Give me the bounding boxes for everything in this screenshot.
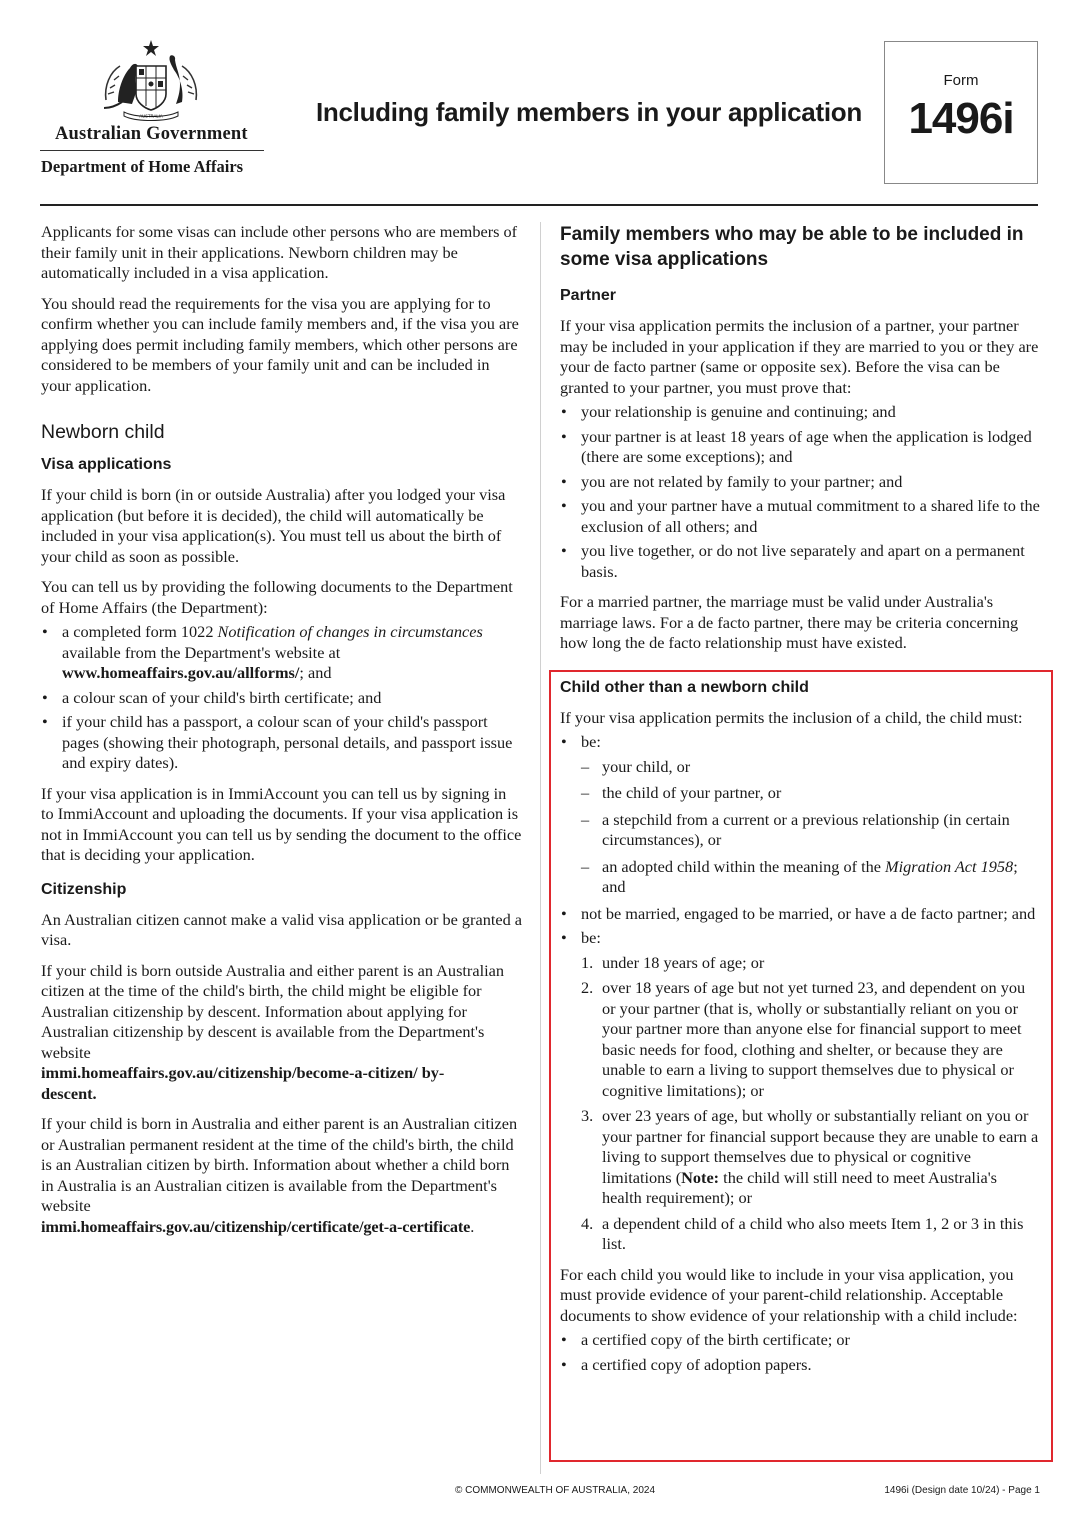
government-rule [40, 150, 264, 151]
list-item: – a stepchild from a current or a previous relationship (in certain circumstances), or [581, 810, 1040, 851]
allforms-link[interactable]: www.homeaffairs.gov.au/allforms/ [62, 663, 300, 682]
citizenship-descent-link[interactable]: immi.homeaffairs.gov.au/citizenship/become-a-citizen/ by-descent. [41, 1063, 445, 1103]
list-item: • not be married, engaged to be married, or have a de facto partner; and [560, 904, 1040, 925]
column-divider [540, 222, 541, 1474]
list-item: • your partner is at least 18 years of age when the application is lodged (there are some exceptions); and [560, 427, 1040, 468]
government-name: Australian Government [55, 124, 248, 144]
act-name: Migration Act 1958 [885, 856, 1014, 876]
section-heading-newborn: Newborn child [41, 421, 165, 443]
form-name: Notification of changes in circumstances [217, 622, 483, 641]
paragraph: An Australian citizen cannot make a valid visa application or be granted a visa. [41, 909, 523, 949]
list-item: 1. under 18 years of age; or [581, 952, 765, 972]
subheading-child-other: Child other than a newborn child [560, 678, 809, 696]
paragraph: If your child is born in Australia and either parent is an Australian citizen or Australian permanent resident at the time of the child's birth, the child is an Australian citizen by birth. Information about whether a child born in Australia is an Australian citizen is available from the Department's website immi.homeaffairs.gov.au/citizenship/certificate/get-a-certificate. [41, 1114, 518, 1236]
list-item: • you live together, or do not live separately and apart on a permanent basis. [560, 541, 1040, 582]
list-item: • if your child has a passport, a colour scan of your child's passport pages (showing their photograph, personal details, and passport issue and expiry dates). [41, 712, 523, 774]
form-label: Form [943, 72, 979, 89]
paragraph: You can tell us by providing the following documents to the Department of Home Affairs (the Department): [41, 577, 513, 617]
list-item: • you and your partner have a mutual commitment to a shared life to the exclusion of all others; and [560, 496, 1040, 537]
subheading-partner: Partner [560, 287, 617, 304]
list-item: 4. a dependent child of a child who also meets Item 1, 2 or 3 in this list. [581, 1213, 1024, 1253]
list-item: • your relationship is genuine and continuing; and [560, 402, 1040, 423]
list-item: – your child, or [581, 757, 1040, 778]
paragraph: If your visa application permits the inclusion of a partner, your partner may be included in your application if they are married to you or they are your de facto partner (same or opposite sex). Before the visa can be granted to your partner, you must prove that: [560, 316, 1039, 397]
department-name: Department of Home Affairs [41, 157, 244, 176]
paragraph: If your visa application is in ImmiAccount you can tell us by signing in to ImmiAccount and uploading the documents. If your visa application is not in ImmiAccount you can tell us by sending the document to the office that is deciding your application. [41, 783, 522, 864]
footer-page-reference: 1496i (Design date 10/24) - Page 1 [884, 1485, 1040, 1496]
citizenship-certificate-link[interactable]: immi.homeaffairs.gov.au/citizenship/certificate/get-a-certificate [41, 1216, 471, 1236]
section-heading-family-members: Family members who may be able to be included in some visa applications [560, 224, 1024, 270]
documents-list [41, 622, 523, 774]
list-item: • a colour scan of your child's birth certificate; and [41, 688, 523, 709]
list-item: • you are not related by family to your partner; and [560, 472, 1040, 493]
list-item: • a certified copy of the birth certificate; or [560, 1330, 1040, 1351]
partner-requirements-list [560, 402, 1040, 582]
paragraph: For a married partner, the marriage must be valid under Australia's marriage laws. For a de facto partner, there may be criteria concerning how long the de facto relationship must have existed. [560, 592, 1019, 652]
svg-text:AUSTRALIA: AUSTRALIA [139, 113, 163, 119]
list-item: 3. over 23 years of age, but wholly or substantially reliant on you or your partner for financial support because they are unable to earn a living to support themselves due to physical or cognitive limitations (Note: the child will still need to meet Australia's health requirement); or [581, 1106, 1039, 1207]
paragraph: If your visa application permits the inclusion of a child, the child must: [560, 707, 1023, 727]
intro-paragraph: You should read the requirements for the visa you are applying for to confirm whether you can include family members and, if the visa you are applying does permit including family members, which other persons are considered to be members of your family unit and can be included in your application. [41, 293, 519, 395]
header-divider [40, 204, 1038, 206]
paragraph: If your child is born outside Australia and either parent is an Australian citizen at the time of the child's birth, the child might be eligible for Australian citizenship by descent. Information about applying for Australian citizenship by descent is available from the Department's website immi.homeaffairs.gov.au/citizenship/become-a-citizen/ by-descent. [41, 960, 504, 1103]
subheading-citizenship: Citizenship [41, 880, 127, 898]
list-item: • a completed form 1022 Notification of changes in circumstances available from the Department's website at www.homeaffairs.gov.au/allforms/; and [41, 622, 523, 684]
list-item: – an adopted child within the meaning of the Migration Act 1958; and [581, 857, 1040, 898]
coat-of-arms-logo [96, 38, 206, 122]
form-number-box [884, 41, 1038, 184]
footer-copyright: © COMMONWEALTH OF AUSTRALIA, 2024 [455, 1485, 655, 1496]
list-item: • be: 1. under 18 years of age; or 2. over 18 years of age but not yet turned 23, and dependent on you or your partner (that is, wholly or substantially reliant on you or your partner more than anyone else for financial support to meet basic needs for food, clothing and shelter, or because they are unable to earn a living to support themselves due to physical or cognitive limitations); or 3. over 23 years of age, but wholly or substantially reliant on you or your partner for financial support because they are unable to earn a living to support themselves due to physical or cognitive limitations (Note: the child will still need to meet Australia's health requirement); or 4. a dependent child of a child who also meets Item 1, 2 or 3 in this list. [560, 928, 1040, 1255]
list-item: 2. over 18 years of age but not yet turned 23, and dependent on you or your partner (that is, wholly or substantially reliant on you or your partner more than anyone else for financial support to meet basic needs for food, clothing and shelter, or because they are unable to earn a living to support themselves due to physical or cognitive limitations); or [581, 978, 1026, 1100]
subheading-visa-applications: Visa applications [41, 456, 172, 473]
intro-paragraph: Applicants for some visas can include other persons who are members of their family unit in their applications. Newborn children may be automatically included in a visa application. [41, 222, 518, 282]
list-item: – the child of your partner, or [581, 783, 1040, 804]
paragraph: For each child you would like to include in your visa application, you must provide evidence of your parent-child relationship. Acceptable documents to show evidence of your relationship with a child include: [560, 1264, 1018, 1325]
page-title: Including family members in your application [316, 97, 862, 127]
highlight-box [549, 670, 1053, 1462]
form-number: 1496i [908, 94, 1014, 143]
list-item: • a certified copy of adoption papers. [560, 1355, 1040, 1376]
paragraph: If your child is born (in or outside Australia) after you lodged your visa application (but before it is decided), the child will automatically be included in your visa application(s). You must tell us about the birth of your child as soon as possible. [41, 485, 506, 566]
left-column [41, 222, 523, 1247]
list-item: • be: – your child, or – the child of your partner, or – a stepchild from a current or a previous relationship (in certain circumstances), or – an adopted child within the meaning of the Migration Act 1958; and [560, 732, 1040, 898]
